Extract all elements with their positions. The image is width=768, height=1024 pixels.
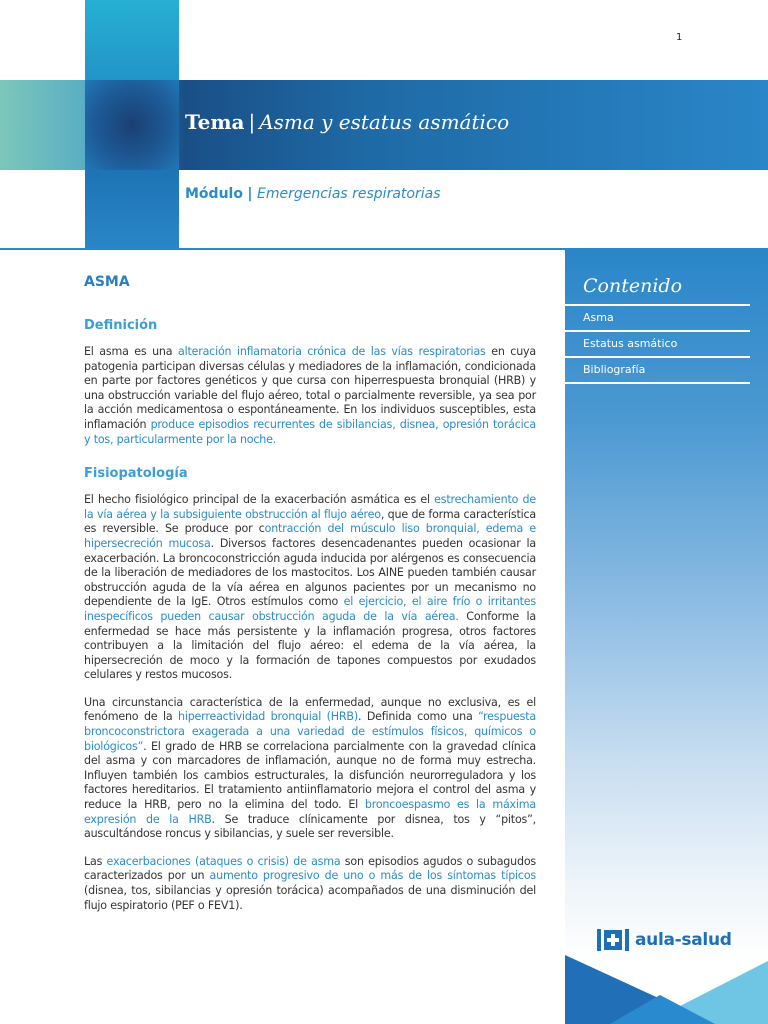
body-text: . Diversos factores desencadenantes pueden ocasionar la exacerbación. La broncoconstricción aguda inducida por alérgenos es consecuencia de la liberación de mediadores de los mastocitos. Los AINE pueden también causar obstrucción aguda de la vía aérea en algunos pacientes por un mecanismo no dependiente de la IgE. Otros estímulos como (84, 536, 536, 609)
body-text: El hecho fisiológico principal de la exacerbación asmática es el (84, 493, 435, 507)
highlighted-text: ontracción del músculo liso bronquial, edema e hipersecreción mucosa (84, 522, 536, 550)
modulo-separator: | (247, 186, 253, 202)
toc-divider (565, 382, 750, 384)
table-of-contents (565, 304, 750, 384)
page-number: 1 (676, 32, 683, 43)
definicion-heading: Definición (84, 318, 158, 333)
fisiopatologia-paragraph-1 (84, 493, 536, 683)
medical-cross-icon (597, 927, 629, 953)
fisiopatologia-paragraph-2 (84, 696, 536, 842)
body-text: . Definida como una (357, 710, 479, 724)
modulo-heading (185, 186, 440, 202)
tema-heading (185, 110, 509, 134)
body-text: Las (84, 854, 107, 868)
body-text: son episodios agudos o subagudos caracterizados por un (84, 854, 536, 883)
toc-item-bibliografia[interactable]: Bibliografía (583, 363, 646, 376)
body-text: , que de forma característica es reversible. Se produce por c (84, 507, 537, 536)
body-text: (disnea, tos, sibilancias y opresión torácica) acompañados de una disminución del flujo espiratorio (PEF o FEV1). (84, 884, 536, 912)
highlighted-text: exacerbaciones (ataques o crisis) de asma (106, 854, 341, 868)
highlighted-text: hiperreactividad bronquial (HRB) (177, 710, 358, 724)
toc-item-estatus-asmatico[interactable]: Estatus asmático (583, 337, 678, 350)
section-title: ASMA (84, 274, 130, 290)
sidebar-title: Contenido (583, 275, 683, 297)
fisiopatologia-heading: Fisiopatología (84, 466, 188, 482)
highlighted-text: broncoespasmo es la máxima expresión de la HRB (84, 798, 537, 826)
toc-item-asma[interactable]: Asma (583, 311, 614, 324)
tema-label: Tema (185, 110, 245, 134)
main-content (84, 274, 536, 926)
body-text: . El grado de HRB se correlaciona parcialmente con la gravedad clínica del asma y con marcadores de inflamación, aunque no de forma muy estrecha. Influyen también los cambios estructurales, la disfunción neurorreguladora y los factores hereditarios. El tratamiento antiinflamatorio mejora el control del asma y reduce la HRB, pero no la elimina del todo. El (84, 739, 536, 812)
highlighted-text: el ejercicio, el aire frío o irritantes inespecíficos pueden causar obstrucción aguda de la vía aérea. (84, 595, 536, 623)
header-cross-center (85, 80, 179, 170)
footer-triangles-decoration (565, 955, 768, 1024)
fisiopatologia-paragraph-3 (84, 855, 536, 913)
highlighted-text: alteración inflamatoria crónica de las vías respiratorias (177, 345, 486, 358)
body-text: . Se traduce clínicamente por disnea, tos y “pitos”, auscultándose roncus y sibilancias, y suele ser reversible. (84, 812, 536, 841)
definicion-paragraph (84, 345, 536, 447)
highlighted-text: produce episodios recurrentes de sibilancias, disnea, opresión torácica y tos, particularmente por la noche. (84, 417, 536, 446)
modulo-label: Módulo (185, 186, 243, 202)
logo-text: aula-salud (635, 930, 732, 950)
tema-title: Asma y estatus asmático (259, 110, 510, 134)
highlighted-text: estrechamiento de la vía aérea y la subsiguiente obstrucción al flujo aéreo (84, 493, 536, 521)
body-text: Conforme la enfermedad se hace más persistente y la inflamación progresa, otros factores contribuyen a la limitación del flujo aéreo: el edema de la vía aérea, la hipersecreción de moco y la formación de tapones compuestos por exudados celulares y restos mucosos. (84, 609, 536, 682)
aula-salud-logo (597, 926, 732, 954)
highlighted-text: “respuesta broncoconstrictora exagerada a una variedad de estímulos físicos, químicos o biológicos” (84, 710, 536, 753)
body-text: Una circunstancia característica de la enfermedad, aunque no exclusiva, es el fenómeno de la (84, 695, 536, 724)
body-text: El asma es una (84, 345, 178, 358)
tema-separator: | (248, 110, 256, 134)
highlighted-text: aumento progresivo de uno o más de los síntomas típicos (209, 869, 536, 883)
modulo-title: Emergencias respiratorias (257, 186, 441, 202)
body-text: en cuya patogenia participan diversas células y mediadores de la inflamación, condicionada en parte por factores genéticos y que cursa con hiperrespuesta bronquial (HRB) y una obstrucción variable del flujo aéreo, total o parcialmente reversible, ya sea por la acción medicamentosa o espontáneamente. En los individuos susceptibles, esta inflamación (84, 345, 536, 431)
